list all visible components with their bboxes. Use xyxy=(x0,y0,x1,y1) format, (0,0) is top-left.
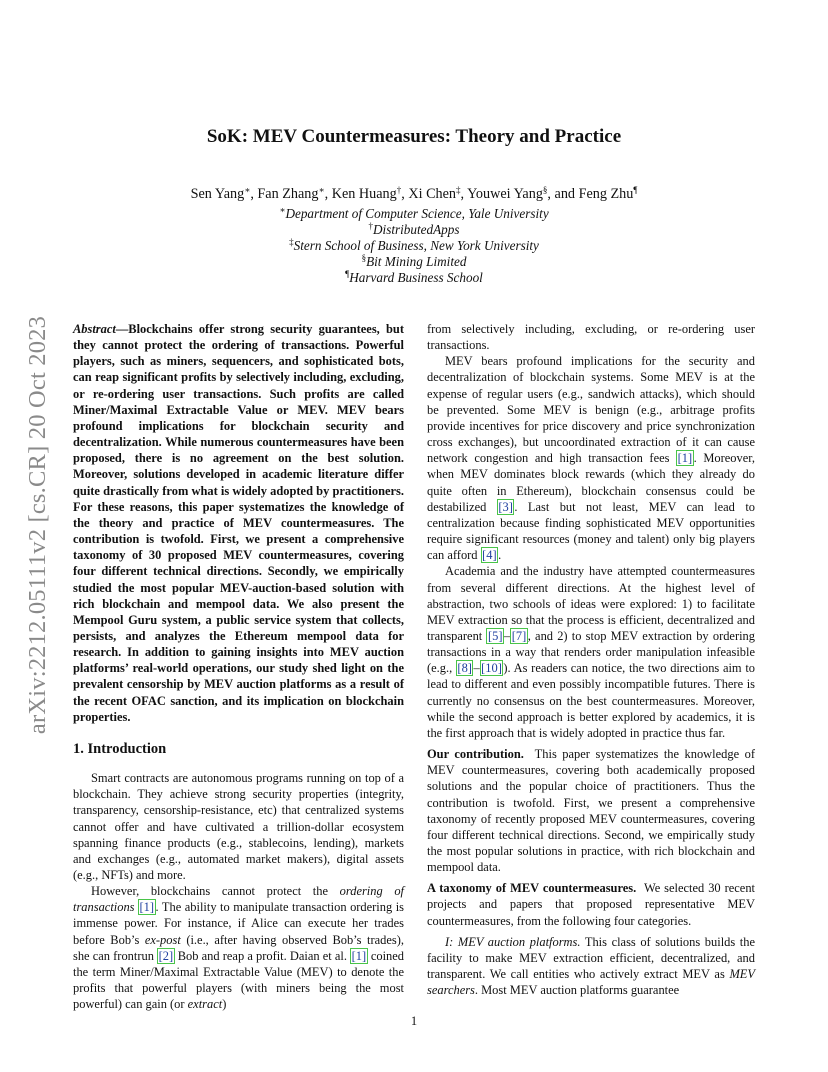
paragraph-mev-implications xyxy=(427,353,755,563)
affiliation-name: Department of Computer Science, Yale University xyxy=(285,206,549,221)
text-run: – xyxy=(473,661,480,676)
paragraph-taxonomy xyxy=(427,880,755,928)
author-name: Ken Huang xyxy=(331,186,397,202)
abstract-label: Abstract xyxy=(73,322,116,336)
page-number: 1 xyxy=(410,1014,418,1028)
text-run: . The ability to manipulate transaction ordering is immense power. For instance, if Alice can execute her trades before Bob’s xyxy=(73,900,405,947)
affiliation-mark: ¶ xyxy=(633,185,638,195)
text-run: This paper systematizes the knowledge of MEV countermeasures, covering both academically proposed solutions and the popular choice of practitioners. Thus the contribution is twofold. First, we present a comprehensive taxonomy of recently proposed MEV countermeasures, covering four different technical directions. Second, we empirically study the most popular solutions in practice, with rich blockchain and mempool data. xyxy=(427,747,755,875)
abstract xyxy=(73,321,404,725)
left-column xyxy=(73,321,404,1012)
affiliation-line xyxy=(0,206,828,222)
citation-link[interactable]: [7] xyxy=(511,628,527,643)
affiliation-name: Stern School of Business, New York University xyxy=(293,238,539,253)
text-run: MEV bears profound implications for the security and decentralization of blockchain systems. Some MEV is at the expense of regular users (e.g., sandwich attacks), which should be prevented. Some MEV is benign (e.g., arbitrage profits provide incentives for price discovery and price synchronization cross exchanges), but uncoordinated extraction of it can cause network congestion and high transaction fees xyxy=(427,354,755,466)
author-name: Sen Yang xyxy=(190,186,245,202)
citation-link[interactable]: [1] xyxy=(139,900,155,915)
emphasis: ordering of transactions xyxy=(73,884,404,915)
text-run: Academia and the industry have attempted countermeasures from several different directions. At the highest level of abstraction, two schools of ideas were explored: 1) to facilitate MEV extraction so that the process is efficient, decentralized and transparent xyxy=(427,564,755,643)
emphasis: MEV searchers xyxy=(427,967,755,998)
emphasis: I: MEV auction platforms. xyxy=(445,934,581,949)
text-run: However, blockchains cannot protect the xyxy=(91,884,340,899)
affiliation-name: Harvard Business School xyxy=(349,270,483,285)
affiliation-line xyxy=(0,222,828,238)
paragraph-our-contribution xyxy=(427,746,755,875)
text-run: Bob and reap a profit. Daian et al. xyxy=(174,948,351,963)
intro-paragraph-2 xyxy=(73,883,404,1012)
arxiv-identifier: arXiv:2212.05111v2 [cs.CR] 20 Oct 2023 xyxy=(24,315,51,735)
author-name: Youwei Yang xyxy=(467,186,543,202)
affiliation-mark: ∗ xyxy=(244,185,251,195)
text-run: (i.e., after having observed Bob’s trades), she can frontrun xyxy=(73,932,404,963)
affiliation-mark: ∗ xyxy=(279,205,286,215)
affiliation-mark: ¶ xyxy=(345,269,350,279)
affiliation-mark: † xyxy=(396,185,402,195)
text-run: ). As readers can notice, the two directions aim to lead to different and even possibly incompatible futures. There is currently no consensus on the best countermeasures. Moreover, while the second approach is better explored by academics, it is the first approach that is widely adopted in practice thus far. xyxy=(427,661,755,740)
affiliation-line xyxy=(0,270,828,286)
text-run: We selected 30 recent projects and papers that proposed representative MEV countermeasures, from the following four categories. xyxy=(427,881,755,928)
section-heading-introduction: 1. Introduction xyxy=(73,740,167,757)
text-run: . xyxy=(498,548,502,563)
author-name: Xi Chen xyxy=(408,186,457,202)
text-run: . Moreover, when MEV dominates block rewards (which they already do quite often in Ethereum), blockchain consensus could be destabilized xyxy=(427,451,755,514)
author-name: Fan Zhang xyxy=(257,186,319,202)
run-in-heading: Our contribution. xyxy=(427,747,524,762)
author-conjunction: and xyxy=(554,186,576,202)
text-run: coined the term Miner/Maximal Extractable Value (MEV) to denote the profits that powerful players (with miners being the most powerful) can gain (or xyxy=(73,948,404,1012)
paragraph-mev-auction-platforms xyxy=(427,934,755,999)
arxiv-sidebar xyxy=(20,290,56,760)
affiliation-mark: ‡ xyxy=(289,237,294,247)
affiliation-mark: † xyxy=(368,221,374,231)
paper-title: SoK: MEV Countermeasures: Theory and Practice xyxy=(206,126,622,147)
affiliation-mark: § xyxy=(542,185,548,195)
emphasis: ex-post xyxy=(144,932,181,947)
text-run: , and 2) to stop MEV extraction by ordering transactions in a way that renders order manipulation infeasible (e.g., xyxy=(427,628,755,676)
citation-link[interactable]: [2] xyxy=(158,948,174,963)
text-run: . Last but not least, MEV can lead to centralization because finding sophisticated MEV opportunities require significant resources (money and talent) only big players can afford xyxy=(427,499,755,563)
run-in-heading: A taxonomy of MEV countermeasures. xyxy=(427,881,637,896)
paragraph-continuation: from selectively including, excluding, or re-ordering user transactions. xyxy=(427,322,755,353)
intro-paragraph-1: Smart contracts are autonomous programs running on top of a blockchain. They achieve strong security properties (integrity, transparency, censorship-resistance, etc) that centralized systems cannot offer and have cultivated a trillion-dollar ecosystem spanning finance products (e.g., stablecoins, lending), markets and exchanges (e.g., automated market makers), digital assets (e.g., NFTs) and more. xyxy=(73,771,404,882)
citation-link[interactable]: [1] xyxy=(351,948,367,963)
author-name: Feng Zhu xyxy=(578,186,634,202)
citation-link[interactable]: [1] xyxy=(677,451,693,466)
affiliation-mark: ∗ xyxy=(318,185,325,195)
affiliation-line xyxy=(0,254,828,270)
text-run: – xyxy=(503,628,511,643)
affiliation-line xyxy=(0,238,828,254)
citation-link[interactable]: [8] xyxy=(457,661,472,676)
text-run: . Most MEV auction platforms guarantee xyxy=(474,983,680,998)
citation-link[interactable]: [4] xyxy=(482,548,497,563)
citation-link[interactable]: [5] xyxy=(487,628,503,643)
author-list: Sen Yang∗, Fan Zhang∗, Ken Huang†, Xi Chen‡, Youwei Yang§, and Feng Zhu¶ xyxy=(190,185,638,202)
emphasis: extract xyxy=(187,997,223,1012)
paragraph-countermeasure-directions xyxy=(427,563,755,741)
affiliation-name: Bit Mining Limited xyxy=(366,254,467,269)
text-run: ) xyxy=(222,997,227,1012)
citation-link[interactable]: [3] xyxy=(498,499,513,514)
citation-link[interactable]: [10] xyxy=(481,661,502,676)
right-column xyxy=(427,321,755,998)
affiliation-mark: ‡ xyxy=(456,185,461,195)
abstract-text: —Blockchains offer strong security guarantees, but they cannot protect the ordering of transactions. Powerful players, such as miners, sequencers, and sophisticated bots, can reap significant profits by selectively including, excluding, or re-ordering user transactions. Such profits are called Miner/Maximal Extractable Value or MEV. MEV bears profound implications for blockchain security and decentralization. While numerous countermeasures have been proposed, there is no agreement on the best solution. Moreover, solutions developed in academic literature differ quite drastically from what is widely adopted by practitioners. For these reasons, this paper systematizes the knowledge of the theory and practice of MEV countermeasures. The contribution is twofold. First, we present a comprehensive taxonomy of 30 proposed MEV countermeasures, covering four different technical directions. Secondly, we empirically studied the most popular MEV-auction-based solution with rich blockchain and mempool data. We also present the Mempool Guru system, a public service system that collects, persists, and analyzes the Ethereum mempool data for research. In addition to gaining insights into MEV auction platforms’ real-world operations, our study shed light on the prevalent censorship by MEV auction platforms as a result of the recent OFAC sanction, and its implication on blockchain properties. xyxy=(73,322,404,724)
text-run: This class of solutions builds the facility to make MEV extraction efficient, decentralized, and transparent. We call entities who actively extract MEV as xyxy=(427,934,756,982)
affiliation-mark: § xyxy=(361,253,367,263)
affiliation-name: DistributedApps xyxy=(373,222,460,237)
